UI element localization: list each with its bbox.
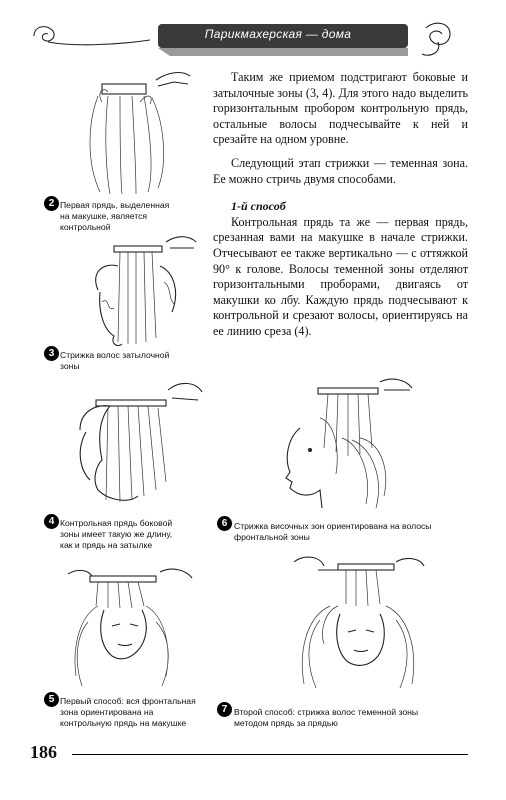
figure-2-caption: Первая прядь, выделенная на макушке, является контрольной: [60, 200, 170, 232]
figure-5-number: 5: [44, 692, 59, 707]
illustration-fig7-haircut: [290, 548, 430, 696]
figure-2-number: 2: [44, 196, 59, 211]
figure-3-number: 3: [44, 346, 59, 361]
header-title: Парикмахерская — дома: [204, 27, 352, 41]
footer-rule: [72, 754, 468, 755]
illustration-fig6-haircut: [280, 378, 420, 513]
page-number: 186: [30, 742, 57, 762]
figure-4-caption: Контрольная прядь боковой зоны имеет такую же длину, как и прядь на затылке: [60, 518, 173, 550]
text-column: [213, 70, 468, 340]
figure-6-number: 6: [217, 516, 232, 531]
illustration-fig5-haircut: [62, 566, 202, 696]
paragraph-1: Таким же приемом подстригают боковые и затылочные зоны (3, 4). Для этого надо выделить горизонтальным пробором контрольную прядь, остальные волосы подчесывайте к ней и срезайте на одном уровне.: [213, 70, 468, 147]
figure-3-caption: Стрижка волос затылочной зоны: [60, 350, 170, 371]
paragraph-2: Следующий этап стрижки — теменная зона. Ее можно стричь двумя способами.: [213, 155, 468, 186]
figure-7-number: 7: [217, 702, 232, 717]
figure-4-number: 4: [44, 514, 59, 529]
illustration-fig4-haircut: [68, 370, 208, 515]
figure-7-caption: Второй способ: стрижка волос теменной зоны методом прядь за прядью: [234, 707, 419, 728]
figure-5-caption: Первый способ: вся фронтальная зона ориентирована на контрольную прядь на макушке: [60, 696, 196, 728]
illustration-fig2-haircut: [78, 62, 198, 198]
illustration-fig3-haircut: [70, 232, 200, 352]
figure-6-caption: Стрижка височных зон ориентирована на волосы фронтальной зоны: [234, 521, 432, 542]
method-heading: 1-й способ: [231, 199, 286, 214]
paragraph-3: Контрольная прядь та же — первая прядь, срезанная вами на макушке в начале стрижки. Отчесывают ее также вертикально — с оттяжкой 90° к голове. Волосы теменной зоны отделяют горизонтальными проборами, двигаясь от макушки ко лбу. Каждую прядь подчесывают к контрольной и срезают волосы, ориентируясь на ее линию среза (4).: [213, 214, 468, 338]
